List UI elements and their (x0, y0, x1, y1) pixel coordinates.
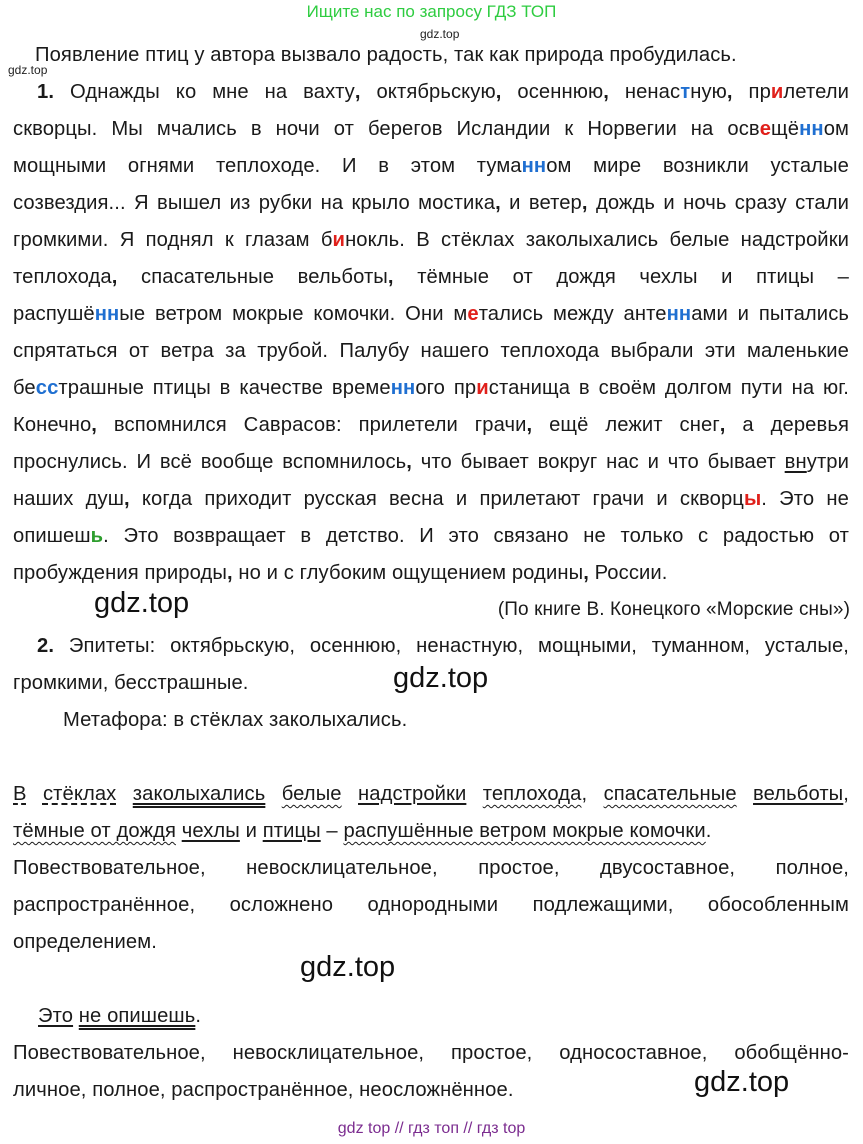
subject: чехлы (181, 820, 240, 842)
highlight-letter: и (476, 377, 489, 399)
text: созвездия... Я вышел из рубки на крыло мостика (13, 192, 496, 214)
space (27, 783, 43, 805)
highlight-letter: т (680, 81, 691, 103)
task-number: 1. (37, 81, 55, 103)
text: Однажды ко мне на вахту (54, 81, 355, 103)
text1-line-5 (13, 228, 849, 252)
space (737, 783, 753, 805)
text: утри (806, 451, 849, 473)
text: ную (690, 81, 727, 103)
text: тёмные от дождя чехлы и птицы – (393, 266, 849, 288)
text: ого пр (415, 377, 477, 399)
separator: . (705, 820, 712, 842)
text1-line-11 (13, 450, 849, 474)
highlight-letter: е (467, 303, 479, 325)
text: ненас (608, 81, 681, 103)
highlight-letter: е (759, 118, 772, 140)
comma: , (583, 562, 589, 584)
predicate: заколыхались (132, 783, 266, 805)
analysis1-desc-line-1: Повествовательное, невосклицательное, простое, двусоставное, полное, (13, 857, 849, 879)
text1-line-7 (13, 302, 849, 326)
text: мощными огнями теплоходе. И в этом тума (13, 155, 522, 177)
watermark: gdz.top (393, 662, 489, 694)
text: наших душ (13, 488, 124, 510)
text: а деревья (725, 414, 849, 436)
separator: и (239, 820, 263, 842)
analysis2-desc-line-2: личное, полное, распространённое, неосложнённое. (13, 1079, 514, 1101)
text1-line-3 (13, 154, 849, 178)
text1-line-9 (13, 376, 849, 400)
predicate: не опишешь (78, 1005, 196, 1027)
comma: , (354, 81, 361, 103)
text: дождь и ночь сразу стали (587, 192, 849, 214)
separator: – (320, 820, 344, 842)
analysis2-desc-line-1: Повествовательное, невосклицательное, простое, односоставное, обобщённо- (13, 1042, 849, 1064)
text: проснулись. И всё вообще вспомнилось (13, 451, 407, 473)
text: . Это возвращает в детство. И это связано не только с радостью от (103, 525, 849, 547)
text: ом (823, 118, 849, 140)
subject: вельботы (753, 783, 844, 805)
top-banner: Ищите нас по запросу ГДЗ ТОП (306, 2, 557, 21)
text: опишеш (13, 525, 91, 547)
text1-line-10 (13, 413, 849, 437)
text: бе (13, 377, 36, 399)
analysis1-desc-line-2: распространённое, осложнено однородными подлежащими, обособленным (13, 894, 849, 916)
comma: , (719, 414, 726, 436)
text1-line-8: спрятаться от ветра за трубой. Палубу нашего теплохода выбрали эти маленькие (13, 340, 849, 362)
text: распушё (13, 303, 95, 325)
text1-line-13 (13, 524, 849, 548)
subject: надстройки (358, 783, 467, 805)
comma: , (91, 414, 98, 436)
highlight-letter: ы (743, 488, 762, 510)
footer-links: gdz top // гдз топ // гдз top (337, 1120, 526, 1137)
analysis1-sentence-line-2 (13, 819, 711, 843)
watermark: gdz.top (694, 1066, 790, 1098)
highlight-letter: нн (94, 303, 120, 325)
comma: , (495, 81, 502, 103)
text: ами и пытались (691, 303, 850, 325)
highlight-letter: ь (90, 525, 104, 547)
separator: , (581, 783, 604, 805)
text1-line-1 (13, 80, 849, 104)
intro-line: Появление птиц у автора вызвало радость, так как природа пробудилась. (35, 44, 737, 66)
comma: , (726, 81, 733, 103)
comma: , (124, 488, 130, 510)
circumstance-part: В (13, 783, 27, 805)
attribute-part: тёмные от дождя (13, 820, 176, 842)
analysis1-sentence-line-1 (13, 782, 849, 806)
text: теплохода (13, 266, 112, 288)
text: Эпитеты: октябрьскую, осеннюю, ненастную, мощными, туманном, усталые, (54, 635, 849, 657)
epithets-line-1 (13, 634, 849, 658)
watermark: gdz.top (8, 63, 48, 77)
text1-line-2 (13, 117, 849, 141)
comma: , (603, 81, 609, 103)
highlight-letter: сс (35, 377, 59, 399)
text: пр (732, 81, 771, 103)
comma: , (111, 266, 118, 288)
text: но и с глубоким ощущением родины (232, 562, 584, 584)
analysis1-desc-line-3: определением. (13, 931, 157, 953)
text: пробуждения природы (13, 562, 227, 584)
text: России. (588, 562, 668, 584)
attribute-part: теплохода (482, 783, 582, 805)
text: и ветер (500, 192, 582, 214)
comma: , (581, 192, 588, 214)
source-citation: (По книге В. Конецкого «Морские сны») (497, 599, 850, 620)
text1-line-12 (13, 487, 849, 511)
text: . Это не (761, 488, 849, 510)
circumstance-part: стёклах (42, 783, 117, 805)
attribute-part: распушённые ветром мокрые комочки (343, 820, 706, 842)
highlight-letter: нн (799, 118, 824, 140)
highlight-letter: и (770, 81, 784, 103)
text: ещё лежит снег (532, 414, 720, 436)
text: щё (771, 118, 800, 140)
watermark: gdz.top (420, 27, 460, 41)
subject: птицы (262, 820, 321, 842)
highlight-letter: нн (666, 303, 692, 325)
text: что бывает вокруг нас и что бывает (412, 451, 785, 473)
comma: , (495, 192, 501, 214)
subject: Это (38, 1005, 74, 1027)
text: ые ветром мокрые комочки. Они м (119, 303, 468, 325)
text: тались между анте (478, 303, 667, 325)
attribute-part: спасательные (603, 783, 737, 805)
comma: , (406, 451, 413, 473)
underlined-prefix: вн (784, 451, 807, 473)
text: спасательные вельботы (117, 266, 388, 288)
epithets-line-2: громкими, бесстрашные. (13, 672, 249, 694)
metaphor-line: Метафора: в стёклах заколыхались. (63, 709, 408, 731)
text: скворцы. Мы мчались в ночи от берегов Исландии к Норвегии на осв (13, 118, 760, 140)
text: летели (783, 81, 849, 103)
text: Конечно (13, 414, 92, 436)
comma: , (226, 562, 233, 584)
separator: . (195, 1005, 202, 1027)
space (466, 783, 482, 805)
text: трашные птицы в качестве време (58, 377, 391, 399)
watermark: gdz.top (300, 951, 396, 983)
highlight-letter: нн (521, 155, 547, 177)
text1-line-4 (13, 191, 849, 215)
highlight-letter: и (332, 229, 346, 251)
text: октябрьскую (360, 81, 496, 103)
space (342, 783, 358, 805)
text: осеннюю (501, 81, 604, 103)
text: вспомнился Саврасов: прилетели грачи (97, 414, 527, 436)
space (265, 783, 281, 805)
task-number: 2. (37, 635, 55, 657)
text: ом мире возникли усталые (546, 155, 849, 177)
watermark: gdz.top (94, 587, 190, 619)
highlight-letter: нн (390, 377, 416, 399)
attribute-part: белые (281, 783, 342, 805)
text: когда приходит русская весна и прилетают грачи и скворц (129, 488, 744, 510)
text: громкими. Я поднял к глазам б (13, 229, 333, 251)
text1-line-6 (13, 265, 849, 289)
text1-line-14 (13, 561, 667, 585)
space (116, 783, 132, 805)
text: нокль. В стёклах заколыхались белые надстройки (345, 229, 849, 251)
separator: , (843, 783, 850, 805)
comma: , (387, 266, 394, 288)
analysis2-sentence (38, 1004, 201, 1028)
text: станища в своём долгом пути на юг. (488, 377, 849, 399)
comma: , (526, 414, 533, 436)
